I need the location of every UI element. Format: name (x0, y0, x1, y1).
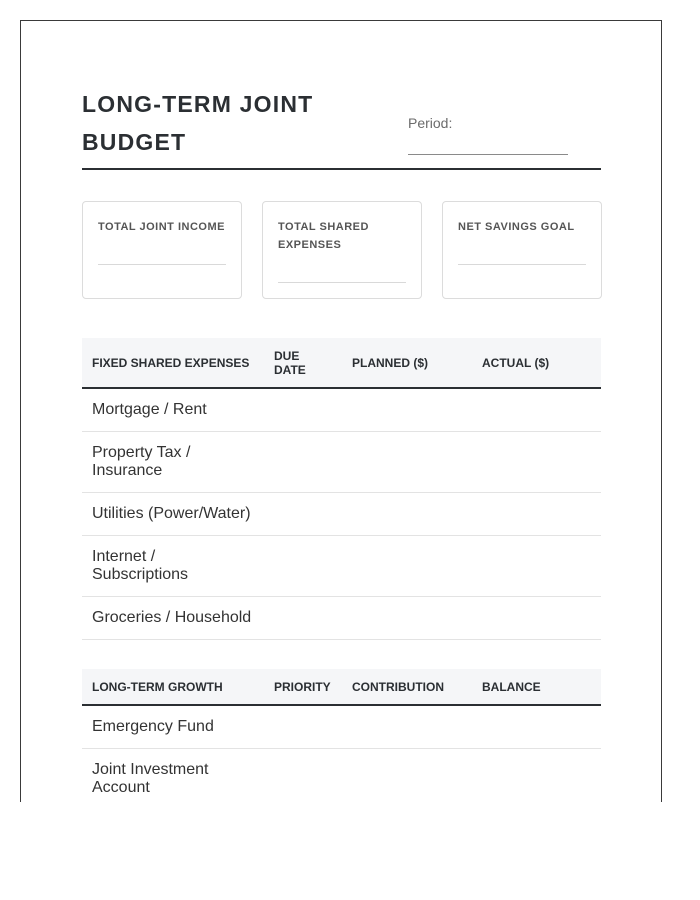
column-header: LONG-TERM GROWTH (82, 669, 264, 705)
actual-cell[interactable] (472, 596, 601, 639)
growth-item: Joint Investment Account (82, 748, 264, 802)
expense-item: Groceries / Household (82, 596, 264, 639)
planned-cell[interactable] (342, 535, 472, 596)
period-field[interactable] (408, 154, 568, 155)
actual-cell[interactable] (472, 535, 601, 596)
balance-cell[interactable] (472, 705, 601, 748)
table-row (82, 492, 601, 535)
document-title: LONG-TERM JOINT BUDGET (82, 91, 314, 155)
column-header: FIXED SHARED EXPENSES (82, 338, 264, 388)
expense-item: Mortgage / Rent (82, 388, 264, 431)
total-joint-income-card (82, 201, 242, 299)
column-header: BALANCE (472, 669, 601, 705)
column-header: DUE DATE (264, 338, 342, 388)
balance-cell[interactable] (472, 748, 601, 802)
actual-cell[interactable] (472, 388, 601, 431)
column-header: PRIORITY (264, 669, 342, 705)
table-row (82, 535, 601, 596)
planned-cell[interactable] (342, 596, 472, 639)
card-label: NET SAVINGS GOAL (458, 221, 575, 233)
column-header: CONTRIBUTION (342, 669, 472, 705)
net-savings-goal-card (442, 201, 602, 299)
due-date-cell[interactable] (264, 596, 342, 639)
due-date-cell[interactable] (264, 535, 342, 596)
total-shared-expenses-card (262, 201, 422, 299)
actual-cell[interactable] (472, 492, 601, 535)
growth-item: Emergency Fund (82, 705, 264, 748)
total-shared-expenses-field[interactable] (278, 282, 406, 283)
due-date-cell[interactable] (264, 492, 342, 535)
due-date-cell[interactable] (264, 388, 342, 431)
planned-cell[interactable] (342, 492, 472, 535)
expense-item: Utilities (Power/Water) (82, 492, 264, 535)
fixed-expenses-table (82, 338, 601, 640)
card-label: TOTAL SHARED EXPENSES (278, 221, 369, 251)
contribution-cell[interactable] (342, 748, 472, 802)
table-row (82, 705, 601, 748)
contribution-cell[interactable] (342, 705, 472, 748)
period-label: Period: (408, 115, 453, 131)
table-row (82, 748, 601, 802)
document-header (82, 81, 601, 170)
card-label: TOTAL JOINT INCOME (98, 221, 225, 233)
table-row (82, 388, 601, 431)
planned-cell[interactable] (342, 388, 472, 431)
priority-cell[interactable] (264, 705, 342, 748)
planned-cell[interactable] (342, 431, 472, 492)
priority-cell[interactable] (264, 748, 342, 802)
column-header: ACTUAL ($) (472, 338, 601, 388)
total-joint-income-field[interactable] (98, 264, 226, 265)
expense-item: Property Tax / Insurance (82, 431, 264, 492)
long-term-growth-table (82, 669, 601, 802)
table-header-row (82, 669, 601, 705)
due-date-cell[interactable] (264, 431, 342, 492)
expense-item: Internet / Subscriptions (82, 535, 264, 596)
table-row (82, 596, 601, 639)
table-row (82, 431, 601, 492)
budget-page (20, 20, 662, 802)
actual-cell[interactable] (472, 431, 601, 492)
table-header-row (82, 338, 601, 388)
column-header: PLANNED ($) (342, 338, 472, 388)
net-savings-goal-field[interactable] (458, 264, 586, 265)
